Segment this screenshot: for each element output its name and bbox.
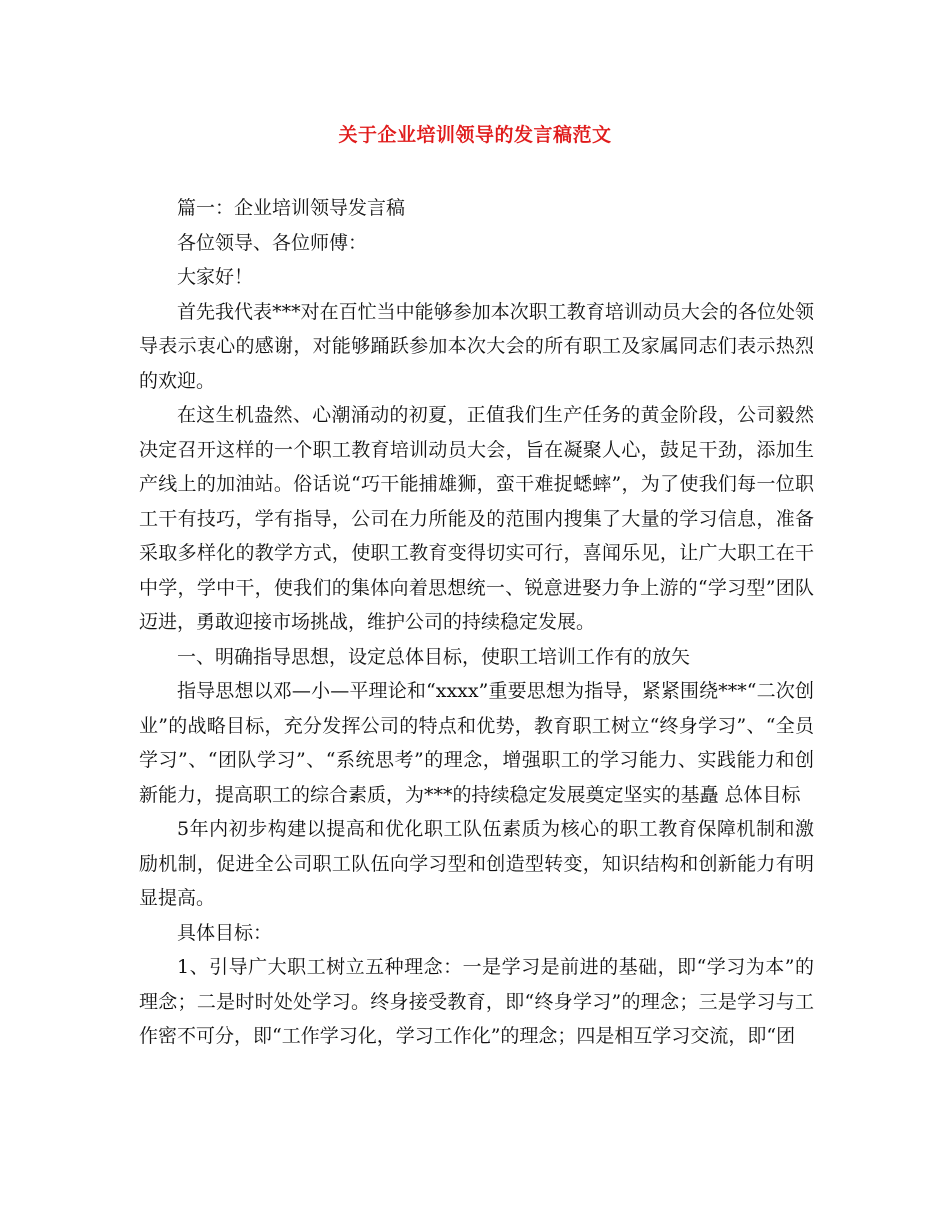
paragraph-guiding-thought: 指导思想以邓—小—平理论和“xxxx”重要思想为指导，紧紧围绕***“二次创业”的战略目标，充分发挥公司的特点和优势，教育职工树立“终身学习”、“全员学习”、“团队学习”、“系统思考”的理念，增强职工的学习能力、实践能力和创新能力，提高职工的综合素质，为***的持续稳定发展奠定坚实的基矗 总体目标 <box>139 680 814 806</box>
paragraph-overall-goal: 5年内初步构建以提高和优化职工队伍素质为核心的职工教育保障机制和激励机制，促进全公司职工队伍向学习型和创造型转变，知识结构和创新能力有明显提高。 <box>139 818 814 909</box>
paragraph-heading-one: 一、明确指导思想，设定总体目标，使职工培训工作有的放矢 <box>177 645 691 668</box>
paragraph-salutation: 各位领导、各位师傅： <box>177 231 368 254</box>
document-title: 关于企业培训领导的发言稿范文 <box>338 124 612 146</box>
paragraph-greeting: 大家好！ <box>177 266 254 288</box>
paragraph-thanks: 首先我代表***对在百忙当中能够参加本次职工教育培训动员大会的各位处领导表示衷心的感谢，对能够踊跃参加本次大会的所有职工及家属同志们表示热烈的欢迎。 <box>139 300 814 392</box>
paragraph-section-heading: 篇一：企业培训领导发言稿 <box>177 197 406 219</box>
paragraph-background: 在这生机盎然、心潮涌动的初夏，正值我们生产任务的黄金阶段，公司毅然决定召开这样的一个职工教育培训动员大会，旨在凝聚人心，鼓足干劲，添加生产线上的加油站。俗话说“巧干能捕雄狮，蛮干难捉蟋蟀”，为了使我们每一位职工干有技巧，学有指导，公司在力所能及的范围内搜集了大量的学习信息，准备采取多样化的教学方式，使职工教育变得切实可行，喜闻乐见，让广大职工在干中学，学中干，使我们的集体向着思想统一、锐意进娶力争上游的“学习型”团队迈进，勇敢迎接市场挑战，维护公司的持续稳定发展。 <box>139 404 814 633</box>
document-body <box>139 191 814 1054</box>
paragraph-specific-goal-label: 具体目标： <box>177 921 273 944</box>
paragraph-goal-item-1: 1、引导广大职工树立五种理念：一是学习是前进的基础，即“学习为本”的理念；二是时时处处学习。终身接受教育，即“终身学习”的理念；三是学习与工作密不可分，即“工作学习化，学习工作化”的理念；四是相互学习交流，即“团 <box>139 956 814 1047</box>
